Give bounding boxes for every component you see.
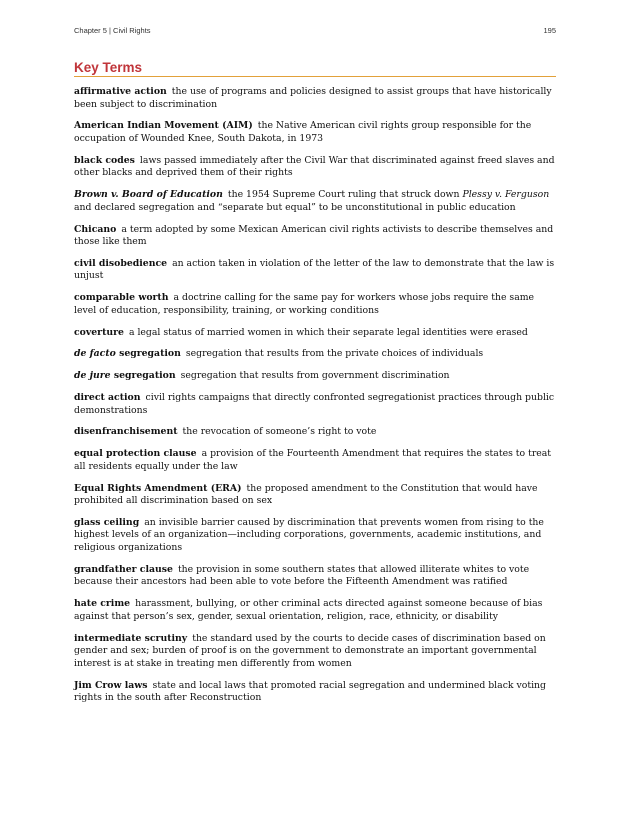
- term-entry: [74, 426, 556, 439]
- term-name: Jim Crow laws: [74, 679, 148, 691]
- chapter-title: Chapter 5 | Civil Rights: [74, 26, 151, 35]
- term-name: affirmative action: [74, 86, 167, 97]
- definition-part: and declared segregation and “separate but equal” to be unconstitutional in public education: [74, 201, 516, 213]
- key-terms-list: [74, 86, 556, 714]
- term-entry: [74, 517, 556, 555]
- term-entry: [74, 564, 556, 589]
- term-entry: [74, 483, 556, 508]
- term-definition: a term adopted by some Mexican American civil rights activists to describe themselves and those like them: [74, 223, 554, 248]
- term-name: equal protection clause: [74, 448, 197, 460]
- term-entry: [74, 633, 556, 671]
- term-entry: [74, 120, 556, 145]
- term-definition: an invisible barrier caused by discrimination that prevents women from rising to the highest levels of an organization—including corporations, governments, academic institutions, and religious organizations: [74, 516, 544, 554]
- term-definition: a provision of the Fourteenth Amendment that requires the states to treat all residents equally under the law: [74, 448, 552, 472]
- term-entry: [74, 189, 556, 214]
- term-entry: [74, 86, 556, 111]
- term-entry: [74, 448, 556, 473]
- term-entry: [74, 155, 556, 180]
- term-definition: the revocation of someone’s right to vote: [182, 426, 377, 438]
- term-definition: the use of programs and policies designed to assist groups that have historically been subject to discrimination: [74, 86, 552, 110]
- section-title: Key Terms: [74, 60, 556, 77]
- term-entry: [74, 327, 556, 340]
- term-name: [74, 370, 176, 381]
- term-name: grandfather clause: [74, 563, 173, 575]
- running-header: [74, 26, 556, 38]
- term-definition: harassment, bullying, or other criminal acts directed against someone because of bias against that person’s sex, gender, sexual orientation, religion, race, ethnicity, or disability: [74, 598, 543, 622]
- term-definition: state and local laws that promoted racial segregation and undermined black voting rights in the south after Reconstruction: [74, 679, 546, 704]
- term-name: coverture: [74, 326, 124, 338]
- term-name-rest: segregation: [110, 370, 176, 382]
- term-name-italic: de facto: [74, 348, 116, 360]
- term-name: [74, 348, 181, 359]
- term-definition: laws passed immediately after the Civil War that discriminated against freed slaves and other blacks and deprived them of their rights: [74, 154, 555, 179]
- definition-part: the 1954 Supreme Court ruling that struck down: [227, 189, 463, 201]
- term-name: comparable worth: [74, 292, 169, 304]
- term-definition: segregation that results from government discrimination: [180, 370, 450, 382]
- term-definition: a doctrine calling for the same pay for workers whose jobs require the same level of education, responsibility, training, or working conditions: [74, 292, 535, 316]
- term-name: hate crime: [74, 598, 131, 610]
- term-name: direct action: [74, 391, 141, 403]
- page-number: 195: [543, 26, 556, 35]
- term-entry: [74, 292, 556, 317]
- term-name: disenfranchisement: [74, 426, 178, 438]
- term-definition: the provision in some southern states that allowed illiterate whites to vote because their ancestors had been able to vote before the Fifteenth Amendment was ratified: [74, 563, 530, 588]
- term-name-italic: de jure: [74, 370, 111, 382]
- term-name: black codes: [74, 154, 135, 166]
- term-entry: [74, 224, 556, 249]
- term-name: civil disobedience: [74, 257, 168, 269]
- term-name: intermediate scrutiny: [74, 632, 188, 644]
- term-definition: an action taken in violation of the letter of the law to demonstrate that the law is unjust: [74, 257, 555, 282]
- term-name-rest: segregation: [115, 348, 181, 360]
- term-entry: [74, 598, 556, 623]
- case-name-italic: Plessy v. Ferguson: [462, 189, 550, 201]
- term-definition: the standard used by the courts to decide cases of discrimination based on gender and sex; burden of proof is on the government to demonstrate an important governmental interest is at stake in treating men differently from women: [74, 632, 546, 669]
- term-entry: [74, 392, 556, 417]
- term-definition: segregation that results from the private choices of individuals: [185, 348, 484, 360]
- term-name: [74, 189, 223, 200]
- term-definition: civil rights campaigns that directly confronted segregationist practices through public demonstrations: [74, 391, 555, 416]
- term-definition: a legal status of married women in which their separate legal identities were erased: [128, 326, 528, 338]
- term-name: American Indian Movement (AIM): [74, 120, 253, 132]
- term-name: Chicano: [74, 223, 117, 235]
- term-name-italic: Brown v. Board of Education: [74, 189, 223, 201]
- term-entry: [74, 348, 556, 361]
- term-entry: [74, 258, 556, 283]
- term-name: Equal Rights Amendment (ERA): [74, 482, 242, 494]
- term-definition: the Native American civil rights group responsible for the occupation of Wounded Knee, South Dakota, in 1973: [74, 120, 532, 144]
- term-entry: [74, 680, 556, 705]
- term-definition: the proposed amendment to the Constitution that would have prohibited all discrimination based on sex: [74, 482, 538, 507]
- term-name: glass ceiling: [74, 516, 140, 528]
- term-entry: [74, 370, 556, 383]
